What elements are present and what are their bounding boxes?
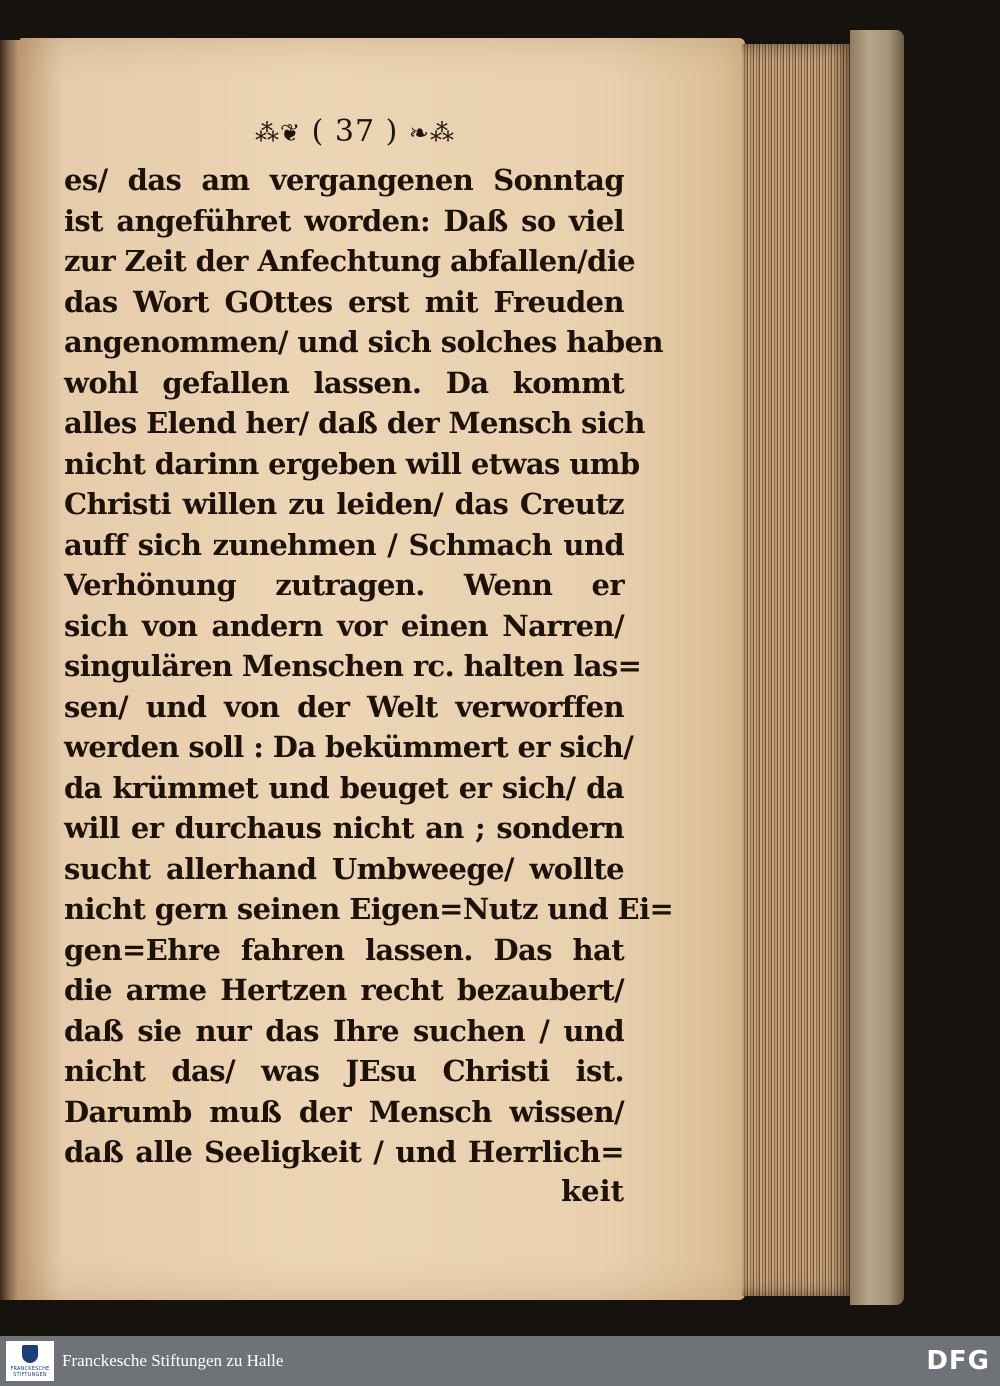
logo-text: FRANCKESCHE STIFTUNGEN [10, 1366, 50, 1378]
text-line: das Wort GOttes erst mit Freuden [64, 284, 624, 319]
body-text [64, 160, 674, 1173]
page-stack-edges [742, 44, 854, 1296]
text-line: gen=Ehre fahren lassen. Das hat [64, 932, 624, 967]
right-ornament-icon: ❧⁂ [408, 119, 455, 147]
text-line: da krümmet und beuget er sich/ da [64, 770, 624, 805]
text-line: sucht allerhand Umbweege/ wollte [64, 851, 624, 886]
text-line: die arme Hertzen recht bezaubert/ [64, 973, 624, 1007]
text-line: wohl gefallen lassen. Da kommt [64, 365, 624, 400]
text-line: nicht darinn ergeben will etwas umb [64, 446, 640, 481]
text-line: singulären Menschen rc. halten las= [64, 649, 642, 683]
institution-name: Franckesche Stiftungen zu Halle [62, 1351, 284, 1370]
text-line: daß alle Seeligkeit / und Herrlich= [64, 1135, 624, 1169]
text-line: Verhönung zutragen. Wenn er [64, 568, 624, 602]
text-line: werden soll : Da bekümmert er sich/ [64, 730, 634, 764]
text-line: nicht gern seinen Eigen=Nutz und Ei= [64, 892, 674, 926]
text-line: ist angeführet worden: Daß so viel [64, 203, 624, 238]
text-line: alles Elend her/ daß der Mensch sich [64, 406, 645, 440]
page-number: ( 37 ) [311, 114, 399, 149]
footer-bar [0, 1336, 1000, 1386]
text-line: angenommen/ und sich solches haben [64, 325, 663, 359]
dfg-logo[interactable]: DFG [926, 1346, 990, 1376]
catchword: keit [561, 1174, 624, 1208]
coat-of-arms-icon [22, 1345, 38, 1363]
text-line: auff sich zunehmen / Schmach und [64, 527, 624, 562]
book-cover-edge [850, 30, 904, 1305]
text-line: sich von andern vor einen Narren/ [64, 608, 624, 643]
text-line: sen/ und von der Welt verworffen [64, 689, 624, 724]
previous-page-edge [0, 40, 22, 1300]
text-line: Christi willen zu leiden/ das Creutz [64, 487, 624, 521]
left-ornament-icon: ⁂❦ [255, 119, 302, 147]
text-line: daß sie nur das Ihre suchen / und [64, 1013, 624, 1048]
franckesche-logo[interactable] [6, 1341, 54, 1381]
page-header [235, 112, 475, 152]
text-line: zur Zeit der Anfechtung abfallen/die [64, 244, 635, 278]
text-line: will er durchaus nicht an ; sondern [64, 811, 624, 845]
text-line: es/ das am vergangenen Sonntag [64, 163, 624, 197]
text-line: Darumb muß der Mensch wissen/ [64, 1094, 624, 1129]
text-line: nicht das/ was JEsu Christi ist. [64, 1054, 624, 1088]
